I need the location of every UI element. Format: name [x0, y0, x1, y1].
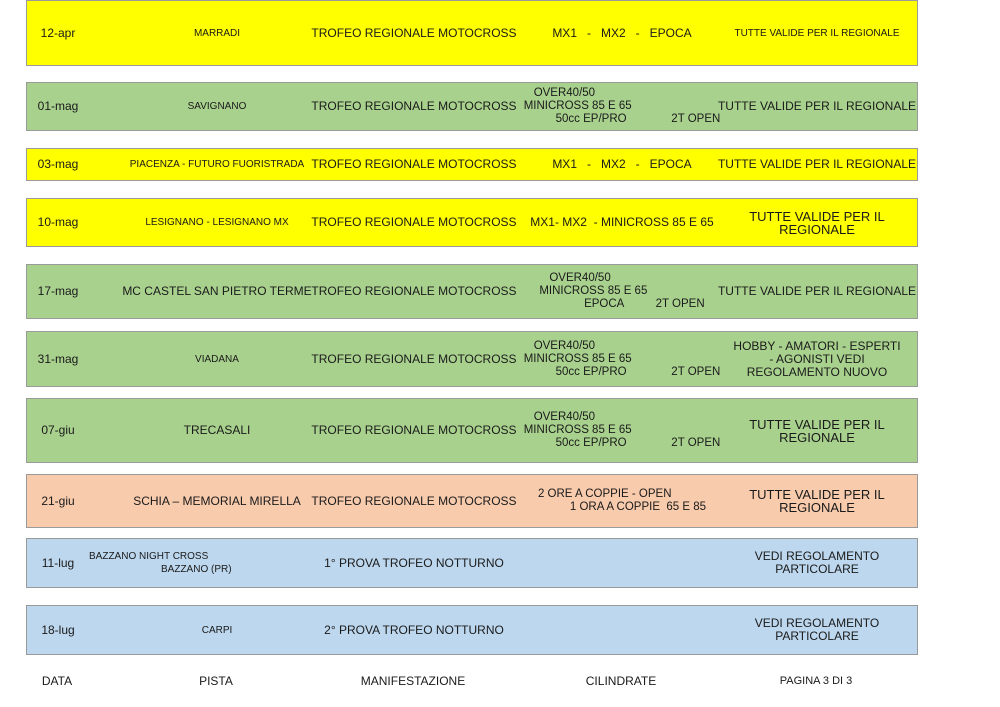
cilindrate-line: MX1 - MX2 - EPOCA [552, 157, 692, 171]
cilindrate-line: MX1 - MX2 - EPOCA [552, 25, 692, 40]
schedule-row [26, 264, 918, 319]
row-cilindrate [497, 199, 747, 246]
cilindrate-line: 2 ORE A COPPIE - OPEN [537, 488, 672, 500]
row-manifestazione: TROFEO REGIONALE MOTOCROSS [311, 351, 517, 366]
row-cilindrate [497, 332, 747, 386]
schedule-row [26, 398, 918, 463]
footer-manifestazione: MANIFESTAZIONE [360, 673, 466, 688]
row-pista: TRECASALI [183, 423, 251, 437]
row-pista: MARRADI [193, 27, 241, 39]
row-pista: LESIGNANO - LESIGNANO MX [145, 217, 289, 228]
schedule-row [26, 331, 918, 387]
row-note: VEDI REGOLAMENTO PARTICOLARE [754, 549, 880, 576]
row-cilindrate [497, 149, 747, 180]
pista-line: BAZZANO NIGHT CROSS [89, 551, 209, 562]
row-note: TUTTE VALIDE PER IL REGIONALE [717, 157, 917, 171]
cilindrate-line: OVER40/50 [533, 339, 596, 352]
schedule-row [26, 538, 918, 588]
row-note: TUTTE VALIDE PER IL REGIONALE [749, 208, 885, 237]
row-cilindrate [497, 1, 747, 65]
row-date: 01-mag [37, 99, 79, 113]
row-date: 11-lug [41, 555, 75, 570]
row-manifestazione: TROFEO REGIONALE MOTOCROSS [311, 215, 517, 229]
row-pista: CARPI [201, 624, 233, 636]
row-note: HOBBY - AMATORI - ESPERTI - AGONISTI VEDI REGOLAMENTO NUOVO [733, 338, 901, 379]
cilindrate-line: MINICROSS 85 E 65 [523, 352, 632, 365]
row-pista: SAVIGNANO [187, 101, 247, 112]
pista-line: BAZZANO (PR) [161, 564, 232, 575]
cilindrate-line: MINICROSS 85 E 65 [523, 424, 632, 436]
schedule-row [26, 605, 918, 655]
cilindrate-line: OVER40/50 [533, 411, 596, 423]
row-manifestazione: 1° PROVA TROFEO NOTTURNO [324, 555, 504, 570]
schedule-row [26, 0, 918, 66]
footer-cilindrate: CILINDRATE [585, 673, 657, 688]
row-manifestazione: TROFEO REGIONALE MOTOCROSS [311, 25, 517, 40]
row-manifestazione: TROFEO REGIONALE MOTOCROSS [311, 423, 517, 437]
footer-pagina: PAGINA 3 DI 3 [779, 674, 853, 687]
cilindrate-line: 50cc EP/PRO 2T OPEN [523, 365, 721, 378]
row-date: 07-giu [41, 423, 75, 437]
row-pista: MC CASTEL SAN PIETRO TERME [122, 284, 312, 298]
cilindrate-line: MINICROSS 85 E 65 [539, 285, 648, 297]
row-cilindrate [497, 399, 747, 462]
row-manifestazione: TROFEO REGIONALE MOTOCROSS [311, 493, 517, 508]
row-note: VEDI REGOLAMENTO PARTICOLARE [754, 616, 880, 643]
row-manifestazione: TROFEO REGIONALE MOTOCROSS [311, 284, 517, 298]
row-pista [89, 539, 329, 587]
row-manifestazione: TROFEO REGIONALE MOTOCROSS [311, 157, 517, 171]
column-header-footer [26, 672, 918, 690]
row-pista: SCHIA – MEMORIAL MIRELLA [133, 493, 301, 508]
footer-pista: PISTA [199, 673, 233, 688]
row-manifestazione: 2° PROVA TROFEO NOTTURNO [324, 622, 504, 637]
cilindrate-line: OVER40/50 [549, 272, 611, 284]
row-pista: PIACENZA - FUTURO FUORISTRADA [129, 159, 305, 170]
cilindrate-line: 1 ORA A COPPIE 65 E 85 [537, 501, 707, 513]
row-cilindrate [497, 475, 747, 527]
row-manifestazione: TROFEO REGIONALE MOTOCROSS [311, 99, 517, 113]
cilindrate-line: MINICROSS 85 E 65 [523, 100, 632, 112]
row-note: TUTTE VALIDE PER IL REGIONALE [749, 416, 885, 445]
row-cilindrate [497, 265, 747, 318]
row-date: 10-mag [37, 215, 79, 229]
row-date: 21-giu [41, 493, 75, 508]
row-note: TUTTE VALIDE PER IL REGIONALE [717, 284, 917, 298]
row-date: 12-apr [40, 25, 76, 40]
row-note: TUTTE VALIDE PER IL REGIONALE [717, 99, 917, 113]
schedule-row [26, 82, 918, 131]
cilindrate-line: 50cc EP/PRO 2T OPEN [523, 113, 721, 125]
cilindrate-line: EPOCA 2T OPEN [539, 298, 705, 310]
footer-data: DATA [41, 673, 73, 688]
row-pista: VIADANA [195, 353, 239, 365]
schedule-row [26, 198, 918, 247]
row-date: 03-mag [37, 157, 79, 171]
row-date: 17-mag [37, 284, 79, 298]
cilindrate-line: 50cc EP/PRO 2T OPEN [523, 437, 721, 449]
row-note: TUTTE VALIDE PER IL REGIONALE [749, 487, 885, 515]
schedule-row [26, 148, 918, 181]
schedule-row [26, 474, 918, 528]
cilindrate-line: OVER40/50 [533, 87, 596, 99]
cilindrate-line: MX1- MX2 - MINICROSS 85 E 65 [530, 215, 714, 229]
row-date: 31-mag [37, 351, 79, 366]
row-date: 18-lug [41, 622, 75, 637]
row-note: TUTTE VALIDE PER IL REGIONALE [734, 27, 900, 39]
row-cilindrate [497, 83, 747, 130]
